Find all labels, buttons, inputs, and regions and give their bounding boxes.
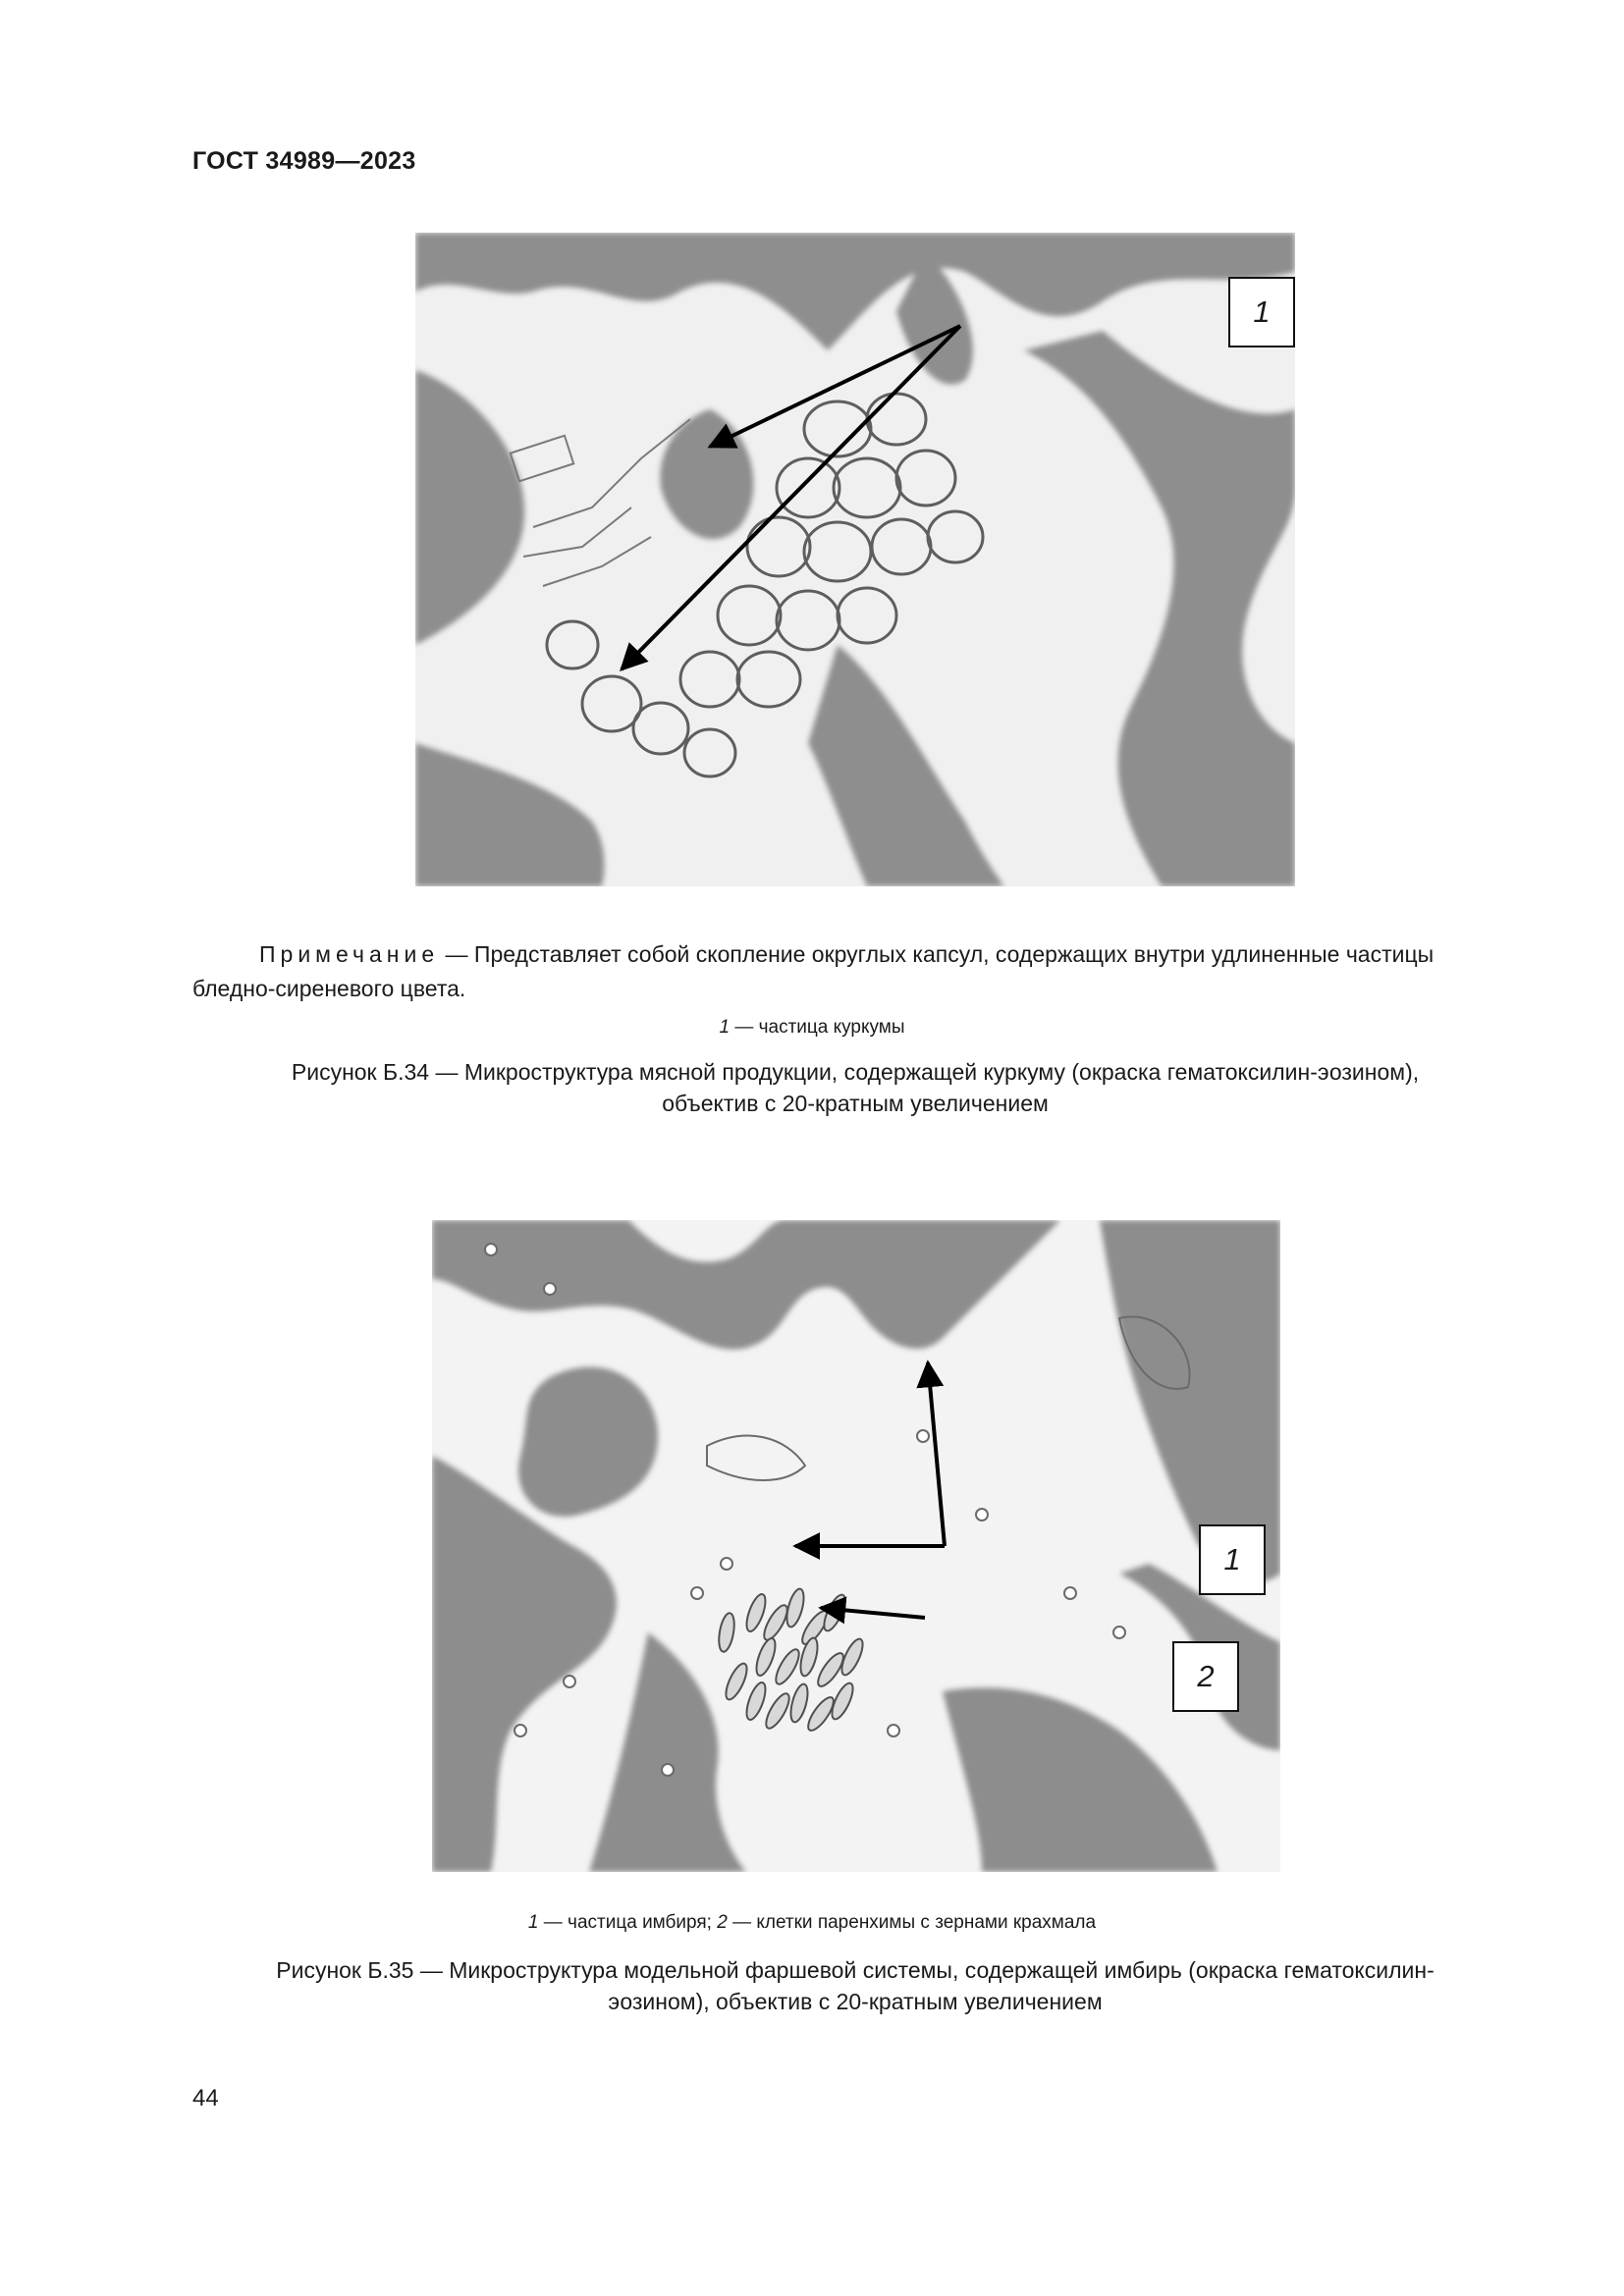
figure-note <box>192 937 1518 1006</box>
page-number: 44 <box>192 2085 219 2111</box>
legend-number: 1 <box>719 1017 731 1038</box>
note-label: Примечание <box>259 941 440 967</box>
caption-line-2: объектив с 20-кратным увеличением <box>662 1091 1049 1116</box>
callout-1-ginger: 1 <box>1199 1524 1266 1595</box>
legend-text-2: — клетки паренхимы с зернами крахмала <box>727 1912 1097 1933</box>
legend-number-2: 2 <box>717 1912 728 1933</box>
legend-text: — частица куркумы <box>730 1017 905 1038</box>
caption-figure-b35 <box>192 1954 1518 2017</box>
caption-line-1: Рисунок Б.35 — Микроструктура модельной фаршевой системы, содержащей имбирь (окраска гематоксилин- <box>276 1957 1435 1983</box>
legend-ginger <box>0 1912 1624 1934</box>
caption-line-1: Рисунок Б.34 — Микроструктура мясной продукции, содержащей куркуму (окраска гематоксилин-эозином), <box>291 1059 1420 1085</box>
caption-line-2: эозином), объектив с 20-кратным увеличением <box>608 1989 1103 2014</box>
note-text: — Представляет собой скопление округлых капсул, содержащих внутри удлиненные частицы бледно-сиреневого цвета. <box>192 941 1435 1001</box>
micrograph-turmeric-image <box>415 233 1295 886</box>
micrograph-ginger-image <box>432 1220 1280 1872</box>
callout-2-parenchyma: 2 <box>1172 1641 1239 1712</box>
legend-turmeric <box>0 1017 1624 1039</box>
caption-figure-b34 <box>192 1056 1518 1119</box>
legend-text-1: — частица имбиря; <box>538 1912 718 1933</box>
standard-header: ГОСТ 34989—2023 <box>192 147 416 175</box>
legend-number-1: 1 <box>527 1912 539 1933</box>
micrograph-turmeric <box>415 233 1295 886</box>
micrograph-ginger <box>432 1220 1280 1872</box>
callout-1-turmeric: 1 <box>1228 277 1295 347</box>
